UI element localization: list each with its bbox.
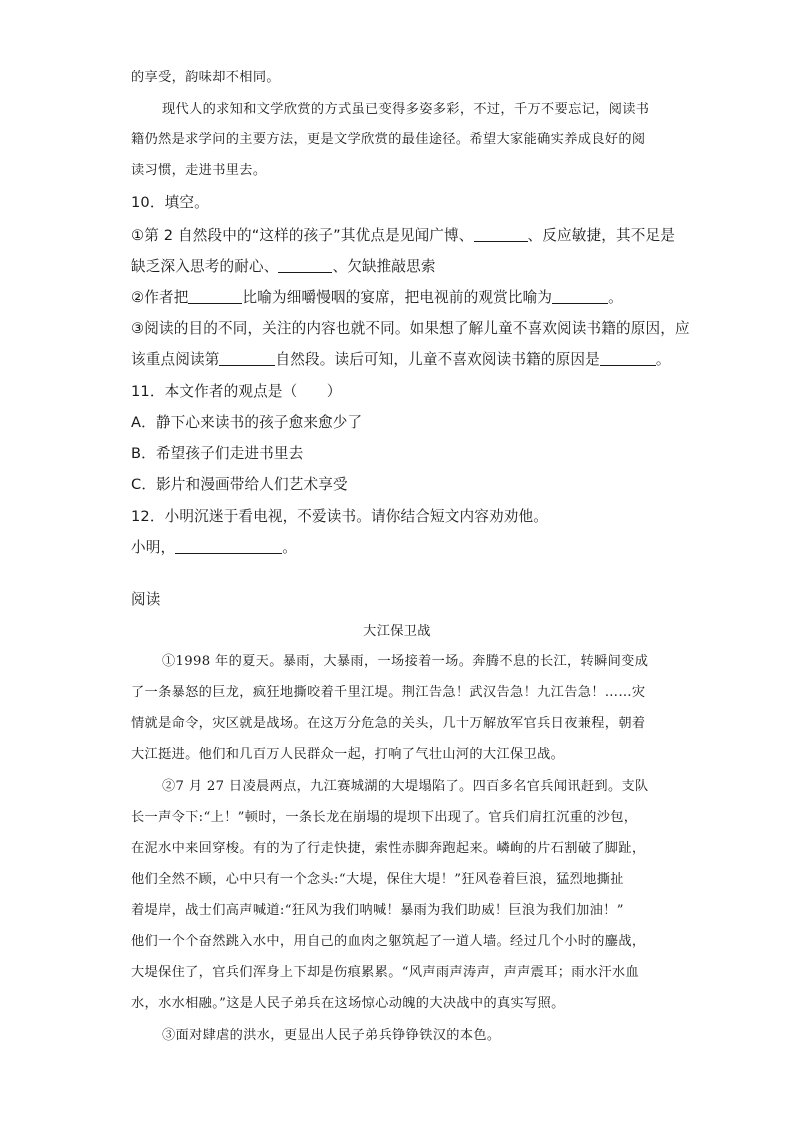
- answer-blank[interactable]: [175, 539, 282, 554]
- option-c[interactable]: C．影片和漫画带给人们艺术享受: [131, 476, 348, 493]
- answer-blank[interactable]: [474, 227, 528, 242]
- answer-suffix: 。: [282, 539, 297, 556]
- reading-line: 长一声令下:“上！”顿时，一条长龙在崩塌的堤坝下出现了。官兵们肩扛沉重的沙包，: [131, 810, 638, 825]
- reading-line: 水，水水相融。”这是人民子弟兵在这场惊心动魄的大决战中的真实写照。: [131, 996, 565, 1011]
- answer-blank[interactable]: [188, 289, 242, 304]
- reading-line: ②7 月 27 日凌晨两点，九江赛城湖的大堤塌陷了。四百多名官兵闻讯赶到。支队: [162, 779, 649, 794]
- item-text: ①第 2 自然段中的“这样的孩子”其优点是见闻广博、: [131, 227, 474, 244]
- answer-blank[interactable]: [600, 351, 656, 366]
- question-11-title: 11．本文作者的观点是（ ）: [131, 383, 342, 400]
- item-text: 、反应敏捷，其不足是: [527, 227, 675, 244]
- answer-prefix: 小明，: [131, 539, 176, 556]
- question-12-answer: [131, 536, 297, 557]
- passage-line: 籍仍然是求学问的主要方法，更是文学欣赏的最佳途径。希望大家能确实养成良好的阅: [131, 132, 646, 147]
- passage-line: 的享受，韵味却不相同。: [131, 70, 280, 85]
- question-10-title: 10．填空。: [131, 194, 209, 211]
- reading-line: 大堤保住了，官兵们浑身上下却是伤痕累累。“风声雨声涛声，声声震耳；雨水汗水血: [131, 965, 639, 980]
- item-text: 该重点阅读第: [131, 351, 220, 368]
- question-12-title: 12．小明沉迷于看电视，不爱读书。请你结合短文内容劝劝他。: [131, 508, 548, 525]
- item-text: 。: [655, 351, 671, 368]
- question-10-item-1-cont: [131, 255, 436, 276]
- item-text: 缺乏深入思考的耐心、: [131, 258, 279, 275]
- reading-line: 着堤岸，战士们高声喊道:“狂风为我们呐喊！暴雨为我们助威！巨浪为我们加油！”: [131, 903, 624, 918]
- reading-line: ③面对肆虐的洪水，更显出人民子弟兵铮铮铁汉的本色。: [162, 1028, 501, 1043]
- answer-blank[interactable]: [219, 351, 275, 366]
- answer-blank[interactable]: [552, 289, 608, 304]
- reading-line: ①1998 年的夏天。暴雨，大暴雨，一场接着一场。奔腾不息的长江，转瞬间变成: [162, 654, 649, 669]
- passage-line: 读习惯，走进书里去。: [131, 163, 267, 178]
- item-text: 、欠缺推敲思索: [332, 258, 436, 275]
- reading-line: 了一条暴怒的巨龙，疯狂地撕咬着千里江堤。荆江告急！武汉告急！九江告急！……灾: [131, 685, 646, 700]
- reading-line: 他们一个个奋然跳入水中，用自己的血肉之躯筑起了一道人墙。经过几个小时的鏖战，: [131, 934, 646, 949]
- option-b[interactable]: B．希望孩子们走进书里去: [131, 445, 304, 462]
- reading-line: 情就是命令，灾区就是战场。在这万分危急的关头，几十万解放军官兵日夜兼程，朝着: [131, 716, 646, 731]
- reading-label: 阅读: [131, 591, 161, 608]
- question-10-item-3: ③阅读的目的不同，关注的内容也就不同。如果想了解儿童不喜欢阅读书籍的原因，应: [131, 320, 690, 337]
- question-10-item-3-cont: [131, 348, 671, 369]
- item-text: 自然段。读后可知，儿童不喜欢阅读书籍的原因是: [275, 351, 600, 368]
- option-a[interactable]: A．静下心来读书的孩子愈来愈少了: [131, 414, 363, 431]
- reading-line: 大江挺进。他们和几百万人民群众一起，打响了气壮山河的大江保卫战。: [131, 747, 565, 762]
- answer-blank[interactable]: [278, 258, 332, 273]
- reading-title: 大江保卫战: [363, 624, 431, 639]
- question-10-item-2: [131, 286, 623, 307]
- item-text: ②作者把: [131, 289, 189, 306]
- item-text: 。: [608, 289, 623, 306]
- question-10-item-1: [131, 224, 675, 245]
- reading-line: 在泥水中来回穿梭。有的为了行走快捷，索性赤脚奔跑起来。嶙峋的片石割破了脚趾，: [131, 841, 646, 856]
- reading-line: 他们全然不顾，心中只有一个念头:“大堤，保住大堤！”狂风卷着巨浪，猛烈地撕扯: [131, 872, 624, 887]
- passage-line: 现代人的求知和文学欣赏的方式虽已变得多姿多彩，不过，千万不要忘记，阅读书: [162, 102, 650, 117]
- item-text: 比喻为细嚼慢咽的宴席，把电视前的观赏比喻为: [242, 289, 553, 306]
